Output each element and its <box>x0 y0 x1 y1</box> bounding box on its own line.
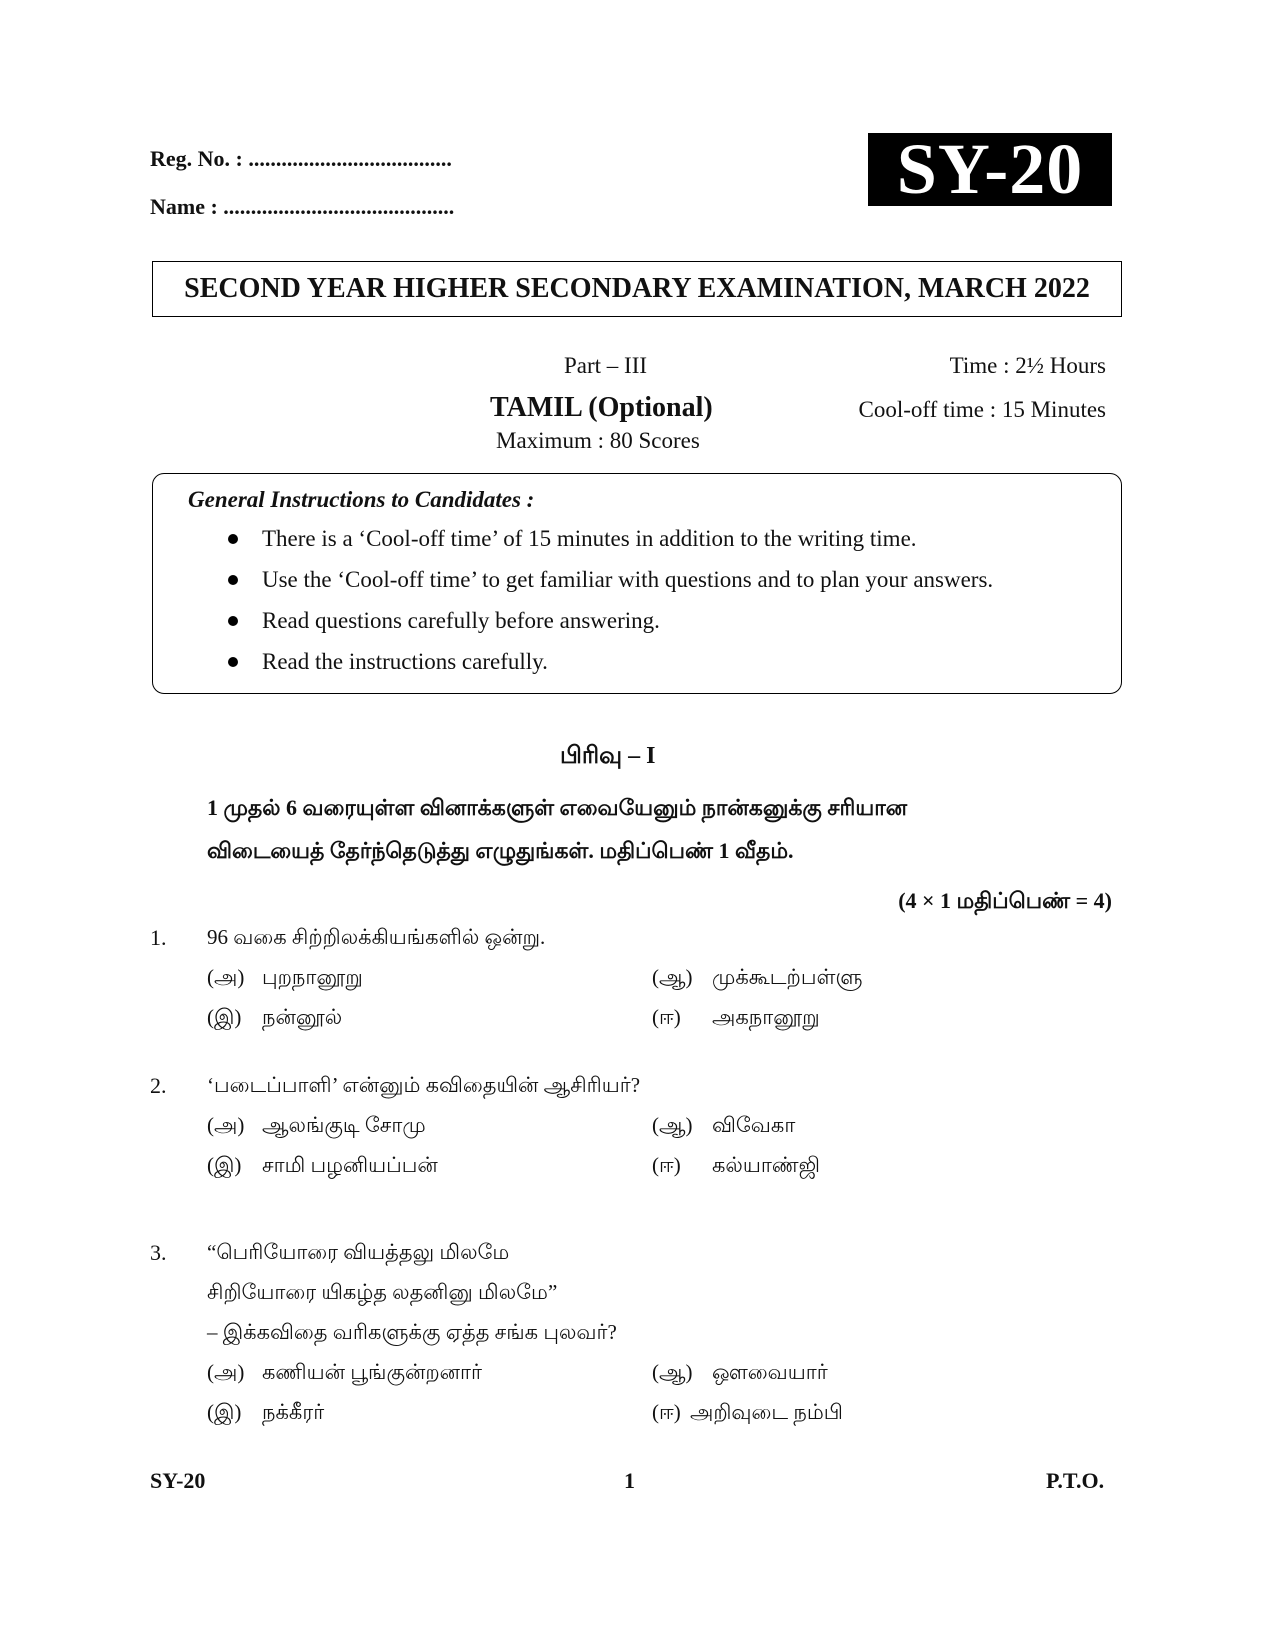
option-label: (ஆ) <box>652 1113 693 1137</box>
reg-no-field: Reg. No. : ..................................... <box>150 146 452 171</box>
option-text: விவேகா <box>712 1113 796 1137</box>
footer-paper-code: SY-20 <box>150 1468 206 1493</box>
question-number: 1. <box>150 925 167 950</box>
cool-off-label: Cool-off time : 15 Minutes <box>858 397 1106 422</box>
option-text: சாமி பழனியப்பன் <box>262 1153 438 1177</box>
part-label: Part – III <box>564 353 648 378</box>
section-direction-line2: விடையைத் தேர்ந்தெடுத்து எழுதுங்கள். மதிப்பெண் 1 வீதம். <box>207 838 794 863</box>
option-text: அகநானூறு <box>712 1005 820 1029</box>
option-label: (ஆ) <box>652 1360 693 1384</box>
option-label: (அ) <box>207 965 245 989</box>
paper-code-badge: SY-20 <box>868 133 1112 206</box>
question-text: 96 வகை சிற்றிலக்கியங்களில் ஒன்று. <box>207 925 546 949</box>
bullet-icon <box>228 575 238 585</box>
subject-title: TAMIL (Optional) <box>490 392 713 423</box>
option-text: முக்கூடற்பள்ளு <box>712 965 863 989</box>
option-label: (ஈ) <box>652 1153 681 1177</box>
instructions-title: General Instructions to Candidates : <box>188 487 535 512</box>
option-text: நன்னூல் <box>262 1005 343 1029</box>
exam-title: SECOND YEAR HIGHER SECONDARY EXAMINATION, MARCH 2022 <box>152 261 1122 317</box>
section-title: பிரிவு – I <box>560 743 656 769</box>
bullet-icon <box>228 616 238 626</box>
max-scores-label: Maximum : 80 Scores <box>496 428 700 453</box>
option-label: (அ) <box>207 1360 245 1384</box>
option-label: (இ) <box>207 1153 242 1177</box>
instruction-item: Use the ‘Cool-off time’ to get familiar with questions and to plan your answers. <box>224 565 1104 606</box>
question-text: “பெரியோரை வியத்தலு மிலமே <box>207 1240 510 1264</box>
question-text: – இக்கவிதை வரிகளுக்கு ஏத்த சங்க புலவர்? <box>207 1320 617 1344</box>
question-number: 2. <box>150 1073 167 1098</box>
option-label: (இ) <box>207 1400 242 1424</box>
option-text: புறநானூறு <box>262 965 363 989</box>
instruction-item: There is a ‘Cool-off time’ of 15 minutes in addition to the writing time. <box>224 524 1104 565</box>
section-direction-line1: 1 முதல் 6 வரையுள்ள வினாக்களுள் எவையேனும் நான்கனுக்கு சரியான <box>207 795 908 820</box>
name-field: Name : .......................................... <box>150 194 455 219</box>
option-label: (ஆ) <box>652 965 693 989</box>
option-text: நக்கீரர் <box>262 1400 325 1424</box>
question-number: 3. <box>150 1240 167 1265</box>
option-text: கல்யாண்ஜி <box>712 1153 820 1177</box>
bullet-icon <box>228 657 238 667</box>
footer-pto: P.T.O. <box>1046 1468 1105 1493</box>
footer-page-number: 1 <box>624 1468 635 1493</box>
bullet-icon <box>228 534 238 544</box>
question-text: ‘படைப்பாளி’ என்னும் கவிதையின் ஆசிரியர்? <box>207 1073 641 1097</box>
question-text: சிறியோரை யிகழ்த லதனினு மிலமே” <box>207 1280 558 1304</box>
option-text: கணியன் பூங்குன்றனார் <box>262 1360 482 1384</box>
option-label: (ஈ) <box>652 1005 681 1029</box>
time-label: Time : 2½ Hours <box>949 353 1106 378</box>
instructions-list <box>224 524 1104 688</box>
section-marks: (4 × 1 மதிப்பெண் = 4) <box>898 888 1112 913</box>
instruction-item: Read questions carefully before answering. <box>224 606 1104 647</box>
option-text: ஆலங்குடி சோமு <box>262 1113 426 1137</box>
option-label: (ஈ) <box>652 1400 681 1424</box>
option-text: ஔவையார் <box>712 1360 828 1384</box>
option-label: (இ) <box>207 1005 242 1029</box>
option-text: அறிவுடை நம்பி <box>690 1400 843 1424</box>
option-label: (அ) <box>207 1113 245 1137</box>
instruction-item: Read the instructions carefully. <box>224 647 1104 688</box>
